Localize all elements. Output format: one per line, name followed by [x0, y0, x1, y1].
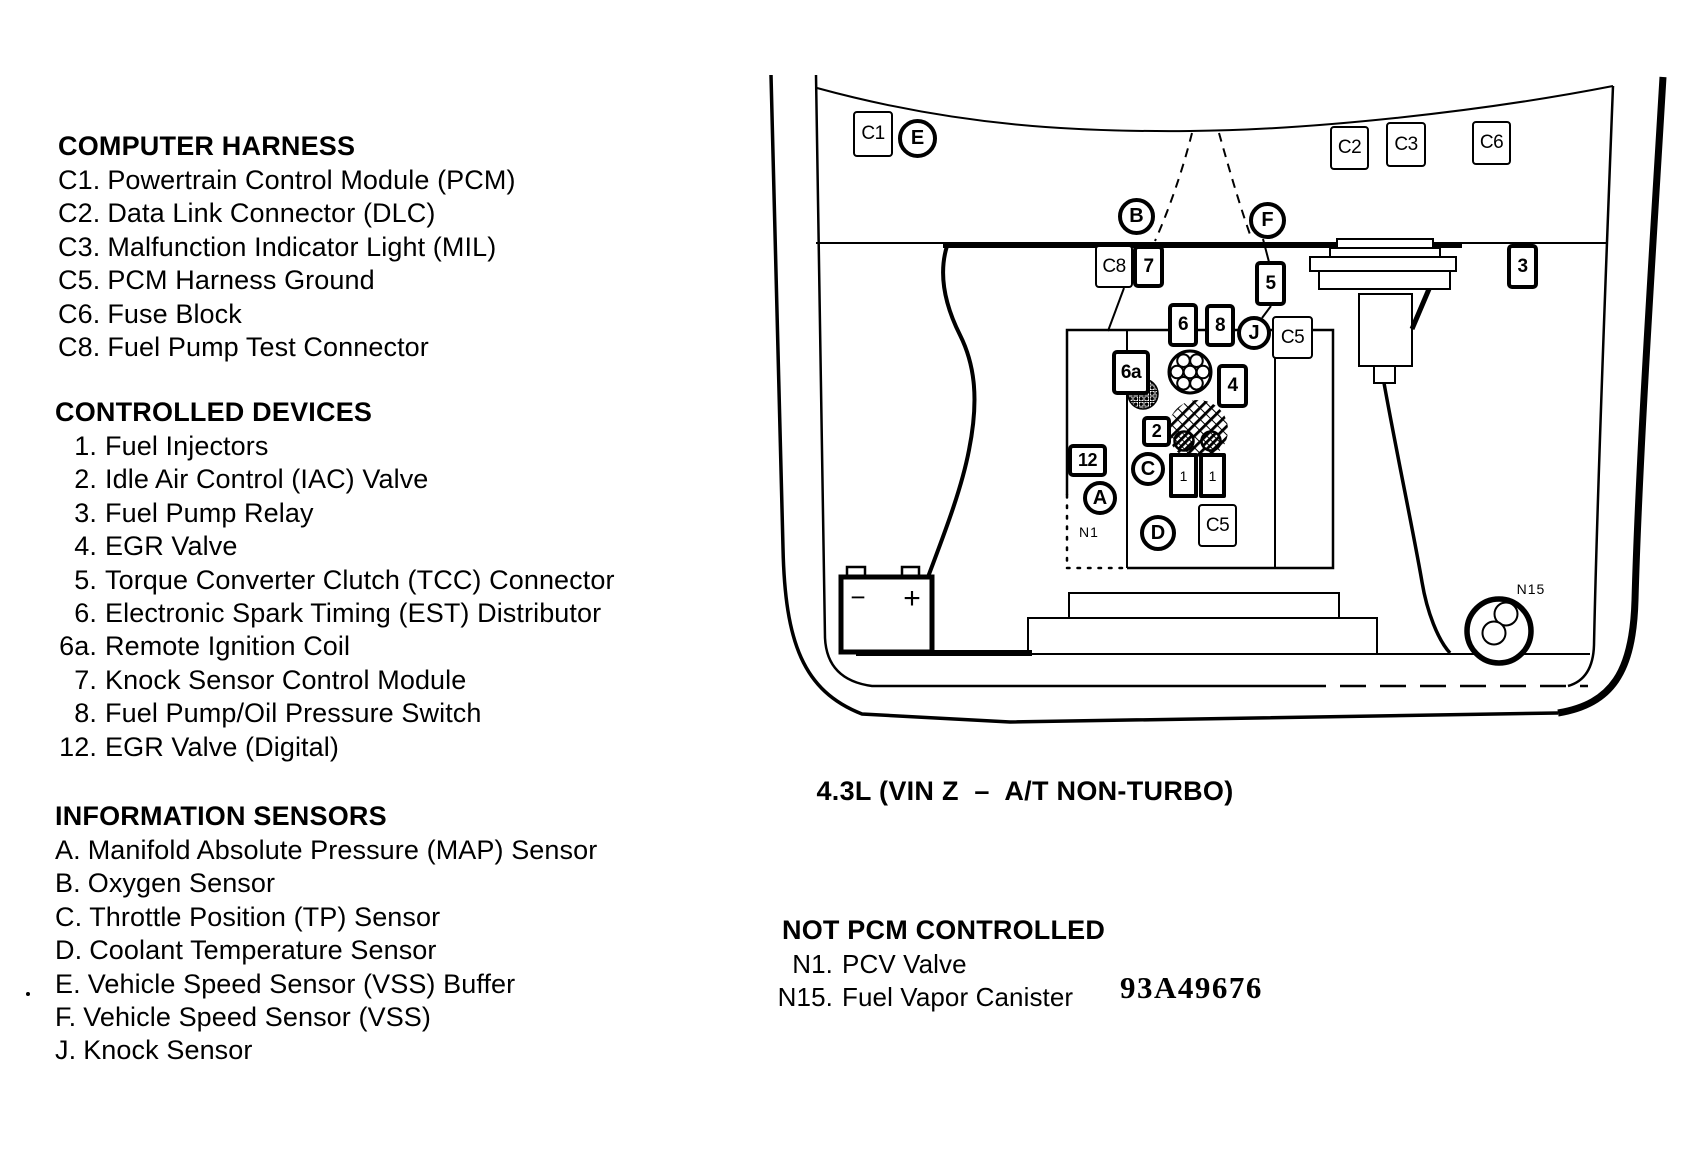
- label-box-c6: C6: [1472, 121, 1511, 165]
- label-box-12: 12: [1068, 444, 1107, 477]
- legend-item: B. Oxygen Sensor: [55, 868, 276, 899]
- legend-item: 7. Knock Sensor Control Module: [74, 664, 467, 695]
- legend-item: 2. Idle Air Control (IAC) Valve: [74, 464, 429, 495]
- 5-to-j-lead: [1262, 306, 1271, 318]
- distributor-cap: [1169, 351, 1211, 393]
- legend-item: C3. Malfunction Indicator Light (MIL): [58, 231, 497, 262]
- legend-item: F. Vehicle Speed Sensor (VSS): [55, 1002, 432, 1033]
- legend-item: C1. Powertrain Control Module (PCM): [58, 165, 516, 195]
- legend-item: 12. EGR Valve (Digital): [59, 731, 339, 762]
- label-box-c2: C2: [1330, 126, 1369, 170]
- callout-circle-e: E: [898, 119, 937, 158]
- label-box-3: 3: [1507, 244, 1538, 289]
- not-pcm-controlled: [748, 914, 1105, 1014]
- legend-item: E. Vehicle Speed Sensor (VSS) Buffer: [55, 968, 516, 999]
- legend-item: C. Throttle Position (TP) Sensor: [55, 901, 441, 932]
- callout-circle-j: J: [1237, 316, 1271, 350]
- battery-cable: [928, 246, 975, 577]
- callout-circle-c: C: [1131, 452, 1165, 486]
- label-box-c8: C8: [1095, 245, 1133, 288]
- air-cleaner-hose: [1412, 289, 1429, 329]
- legend-item: 5. Torque Converter Clutch (TCC) Connector: [74, 564, 615, 595]
- battery-positive-sign: +: [903, 582, 921, 615]
- legend-item: N1. PCV Valve: [792, 949, 967, 979]
- section-title: COMPUTER HARNESS: [58, 131, 356, 161]
- hood-split-dashes: [1155, 133, 1252, 241]
- legend-item: D. Coolant Temperature Sensor: [55, 935, 437, 966]
- legend-item: C5. PCM Harness Ground: [58, 265, 375, 296]
- label-box-c5-right: C5: [1272, 316, 1313, 359]
- callout-circle-b: B: [1118, 198, 1155, 235]
- vapor-hose: [1384, 383, 1450, 653]
- label-box-2: 2: [1142, 416, 1171, 447]
- legend-item: 4. EGR Valve: [74, 531, 238, 562]
- radiator-support-steps: [1028, 593, 1377, 655]
- label-box-5: 5: [1255, 261, 1286, 306]
- cowl-line: [816, 243, 1607, 245]
- vapor-canister: [1467, 599, 1531, 663]
- page-artifact-dot: [26, 992, 30, 996]
- label-box-6a: 6a: [1112, 350, 1150, 395]
- legend-item: A. Manifold Absolute Pressure (MAP) Sensor: [55, 835, 598, 865]
- label-box-1-right: 1: [1199, 453, 1226, 498]
- legend-item: 3. Fuel Pump Relay: [74, 497, 314, 528]
- label-box-8: 8: [1205, 304, 1235, 347]
- label-box-c1: C1: [853, 111, 893, 157]
- legend-item: 8. Fuel Pump/Oil Pressure Switch: [74, 698, 482, 729]
- label-box-4: 4: [1217, 364, 1248, 408]
- section-title: NOT PCM CONTROLLED: [782, 915, 1106, 945]
- egr-hatched-area: [1168, 400, 1228, 460]
- n15-label: N15: [1516, 581, 1546, 597]
- figure-part-number: 93A49676: [1120, 970, 1263, 1005]
- legend-item: 6. Electronic Spark Timing (EST) Distributor: [74, 598, 602, 629]
- legend-item: C8. Fuel Pump Test Connector: [58, 332, 429, 363]
- callout-circle-d: D: [1140, 515, 1176, 551]
- label-box-7: 7: [1133, 245, 1164, 288]
- legend-item: 1. Fuel Injectors: [74, 431, 269, 461]
- legend-item: N15. Fuel Vapor Canister: [777, 982, 1074, 1012]
- battery: [841, 567, 932, 652]
- battery-negative-sign: −: [850, 582, 866, 612]
- label-box-1-left: 1: [1169, 453, 1198, 498]
- legend-item: 6a. Remote Ignition Coil: [59, 631, 351, 662]
- legend-item: C2. Data Link Connector (DLC): [58, 198, 436, 229]
- callout-circle-f: F: [1249, 202, 1286, 239]
- legend-item: J. Knock Sensor: [55, 1035, 253, 1066]
- section-title: CONTROLLED DEVICES: [55, 397, 373, 427]
- c8-lead: [1108, 288, 1124, 331]
- legend-item: C6. Fuse Block: [58, 298, 242, 329]
- label-box-6: 6: [1168, 303, 1198, 347]
- diagram-caption: 4.3L (VIN Z – A/T NON-TURBO): [816, 776, 1234, 806]
- section-title: INFORMATION SENSORS: [55, 801, 387, 831]
- callout-circle-a: A: [1083, 481, 1117, 515]
- label-box-c5-lower: C5: [1198, 504, 1237, 547]
- label-box-c3: C3: [1386, 122, 1426, 167]
- n1-label: N1: [1079, 524, 1099, 540]
